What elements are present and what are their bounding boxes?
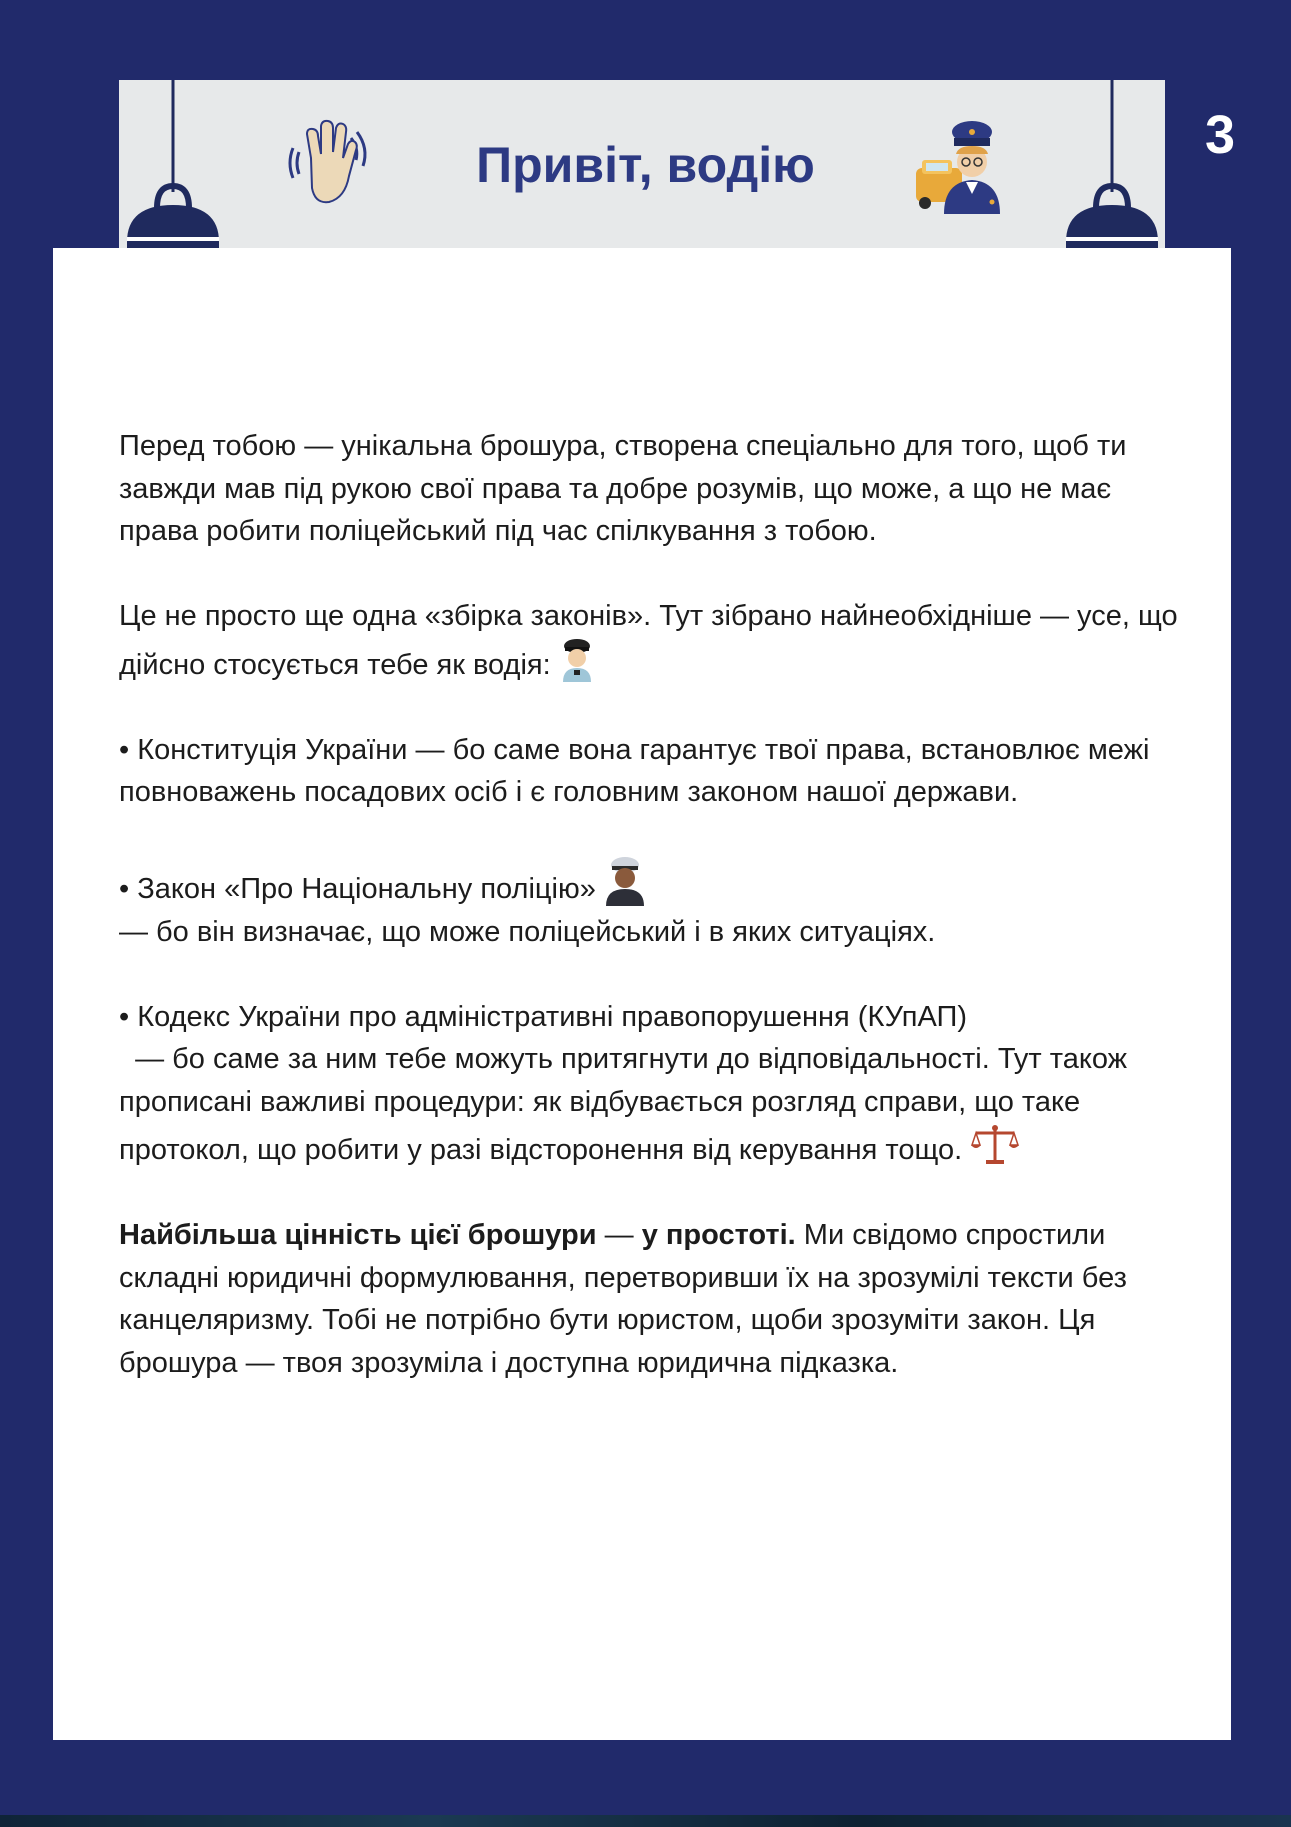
- kupap-title: • Кодекс України про адміністративні правопорушення (КУпАП): [119, 1000, 968, 1033]
- police-officer-icon: [604, 856, 646, 906]
- value-dash: —: [596, 1219, 642, 1251]
- intro-paragraph: [119, 425, 1189, 553]
- page-title: Привіт, водію: [476, 137, 815, 193]
- police-law-title: • Закон «Про Національну поліцію»: [119, 873, 596, 905]
- constitution-text: • Конституція України — бо саме вона гарантує твої права, встановлює межі повноважень посадових осіб і є головним законом нашої держави.: [119, 733, 1150, 808]
- page-number: 3: [1204, 105, 1236, 165]
- value-bold-text-2: у простоті.: [641, 1219, 796, 1251]
- driver-icon: [559, 638, 595, 682]
- kupap-paragraph: [119, 996, 1189, 1172]
- kupap-description: — бо саме за ним тебе можуть притягнути до відповідальності. Тут також прописані важливі процедури: як відбувається розгляд справи, що таке протокол, що робити у разі відсторонення від керування тощо.: [119, 1043, 1128, 1166]
- value-paragraph: [119, 1214, 1189, 1384]
- bottom-strip: [0, 1815, 1291, 1827]
- collection-text: Це не просто ще одна «збірка законів». Тут зібрано найнеобхідніше — усе, що дійсно стосується тебе як водія:: [119, 600, 1178, 681]
- body-text: [119, 425, 1189, 1427]
- collection-paragraph: [119, 595, 1189, 686]
- value-bold-text-1: Найбільша цінність цієї брошури: [119, 1219, 597, 1251]
- value-text: Ми свідомо спростили складні юридичні формулювання, перетворивши їх на зрозумілі тексти без канцеляризму. Тобі не потрібно бути юристом, щоби зрозуміти закон. Ця брошура — твоя зрозуміла і доступна юридична підказка.: [119, 1219, 1127, 1379]
- police-law-paragraph: [119, 856, 1189, 953]
- balance-scale-icon: [970, 1123, 1020, 1167]
- intro-text: Перед тобою — унікальна брошура, створена спеціально для того, щоб ти завжди мав під рукою свої права та добре розумів, що може, а що не має права робити поліцейський під час спілкування з тобою.: [119, 430, 1127, 547]
- constitution-paragraph: [119, 729, 1189, 814]
- police-law-description: — бо він визначає, що може поліцейський і в яких ситуаціях.: [119, 915, 936, 948]
